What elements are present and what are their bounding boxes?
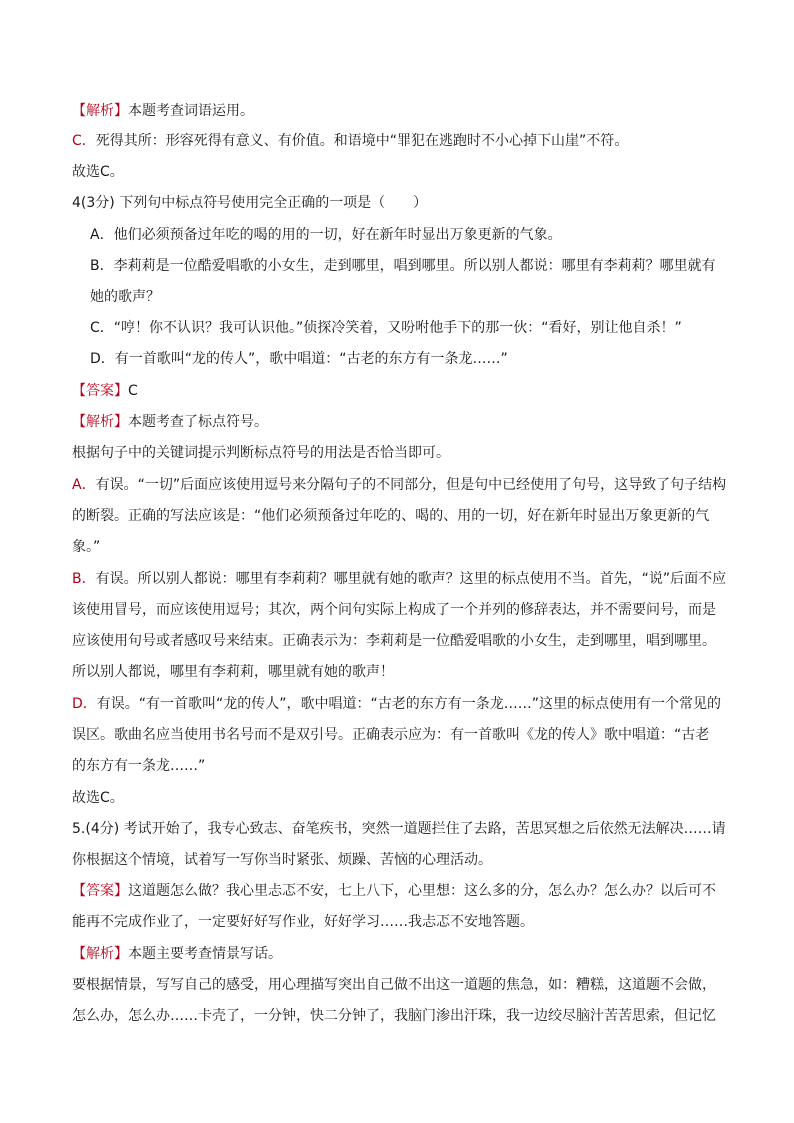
text-line: [90, 287, 160, 307]
section-tag: C．: [72, 133, 96, 149]
line-text: C: [128, 383, 138, 399]
line-text: 这道题怎么做？我心里忐忑不安，七上八下，心里想：这么多的分，怎么办？怎么办？以后可不: [128, 883, 716, 899]
line-text: 5.(4分) 考试开始了，我专心致志、奋笔疾书，突然一道题拦住了去路，苦思冥想之后依然无法解决……请: [72, 821, 726, 837]
text-line: [72, 101, 254, 121]
text-line: [72, 162, 124, 182]
section-tag: 【解析】: [72, 946, 128, 962]
line-text: 有误。“一切”后面应该使用逗号来分隔句子的不同部分，但是句中已经使用了句号，这导致了句子结构: [95, 477, 727, 493]
text-line: [72, 819, 726, 839]
line-text: 该使用冒号，而应该使用逗号；其次，两个问句实际上构成了一个并列的修辞表达，并不需要问号，而是: [72, 602, 716, 618]
line-text: C．“哼！你不认识？我可认识他。”侦探冷笑着，又吩咐他手下的那一伙：“看好，别让他自杀！”: [90, 320, 682, 336]
text-line: [72, 412, 268, 432]
line-text: 本题考查了标点符号。: [128, 414, 268, 430]
section-tag: 【答案】: [72, 383, 128, 399]
line-text: 象。”: [72, 539, 101, 555]
text-line: [72, 881, 716, 901]
line-text: B．李莉莉是一位酷爱唱歌的小女生，走到哪里，唱到哪里。所以别人都说：哪里有李莉莉？哪里就有: [90, 258, 716, 274]
text-line: [90, 318, 682, 338]
text-line: [72, 944, 282, 964]
line-text: 她的歌声？: [90, 289, 160, 305]
text-line: [72, 131, 628, 151]
text-line: [90, 225, 562, 245]
line-text: D．有一首歌叫“龙的传人”，歌中唱道：“古老的东方有一条龙……”: [90, 351, 508, 367]
text-line: [72, 631, 716, 651]
text-line: [72, 193, 427, 213]
line-text: 故选C。: [72, 164, 124, 180]
text-line: [72, 600, 716, 620]
line-text: 根据句子中的关键词提示判断标点符号的用法是否恰当即可。: [72, 445, 450, 461]
text-line: [90, 349, 508, 369]
text-line: [72, 912, 534, 932]
line-text: 你根据这个情境，试着写一写你当时紧张、烦躁、苦恼的心理活动。: [72, 852, 492, 868]
text-line: [72, 975, 716, 995]
text-line: [72, 569, 726, 589]
text-line: [72, 850, 492, 870]
text-line: [72, 1006, 716, 1026]
line-text: 有误。“有一首歌叫“龙的传人”，歌中唱道：“古老的东方有一条龙……”这里的标点使用有一个常见的: [96, 696, 722, 712]
line-text: 的东方有一条龙……”: [72, 758, 206, 774]
text-line: [72, 443, 450, 463]
line-text: 死得其所：形容死得有意义、有价值。和语境中“罪犯在逃跑时不小心掉下山崖”不符。: [95, 133, 629, 149]
line-text: 误区。歌曲名应当使用书名号而不是双引号。正确表示应为：有一首歌叫《龙的传人》歌中唱道：“古老: [72, 727, 710, 743]
line-text: 故选C。: [72, 790, 124, 806]
line-text: 本题考查词语运用。: [128, 103, 254, 119]
text-line: [72, 381, 138, 401]
text-line: [72, 694, 721, 714]
text-line: [72, 506, 709, 526]
line-text: 4(3分) 下列句中标点符号使用完全正确的一项是（ ）: [72, 195, 428, 211]
text-line: [72, 756, 205, 776]
section-tag: 【解析】: [72, 103, 128, 119]
text-line: [72, 537, 100, 557]
section-tag: 【答案】: [72, 883, 128, 899]
text-line: [72, 475, 726, 495]
section-tag: 【解析】: [72, 414, 128, 430]
line-text: 有误。所以别人都说：哪里有李莉莉？哪里就有她的歌声？这里的标点使用不当。首先，“说”后面不应: [95, 571, 727, 587]
line-text: A．他们必须预备过年吃的喝的用的一切，好在新年时显出万象更新的气象。: [90, 227, 562, 243]
text-line: [72, 662, 394, 682]
line-text: 应该使用句号或者感叹号来结束。正确表示为：李莉莉是一位酷爱唱歌的小女生，走到哪里，唱到哪里。: [72, 633, 716, 649]
line-text: 怎么办，怎么办……卡壳了，一分钟，快二分钟了，我脑门渗出汗珠，我一边绞尽脑汁苦苦思索，但记忆: [72, 1008, 716, 1024]
section-tag: B．: [72, 571, 96, 587]
text-line: [72, 725, 709, 745]
line-text: 的断裂。正确的写法应该是：“他们必须预备过年吃的、喝的、用的一切，好在新年时显出万象更新的气: [72, 508, 710, 524]
section-tag: A．: [72, 477, 96, 493]
text-line: [72, 788, 124, 808]
text-line: [90, 256, 716, 276]
section-tag: D．: [72, 696, 97, 712]
line-text: 能再不完成作业了，一定要好好写作业，好好学习……我忐忑不安地答题。: [72, 914, 534, 930]
line-text: 所以别人都说，哪里有李莉莉，哪里就有她的歌声！: [72, 664, 394, 680]
line-text: 本题主要考查情景写话。: [128, 946, 282, 962]
line-text: 要根据情景，写写自己的感受，用心理描写突出自己做不出这一道题的焦急，如：糟糕，这道题不会做，: [72, 977, 716, 993]
